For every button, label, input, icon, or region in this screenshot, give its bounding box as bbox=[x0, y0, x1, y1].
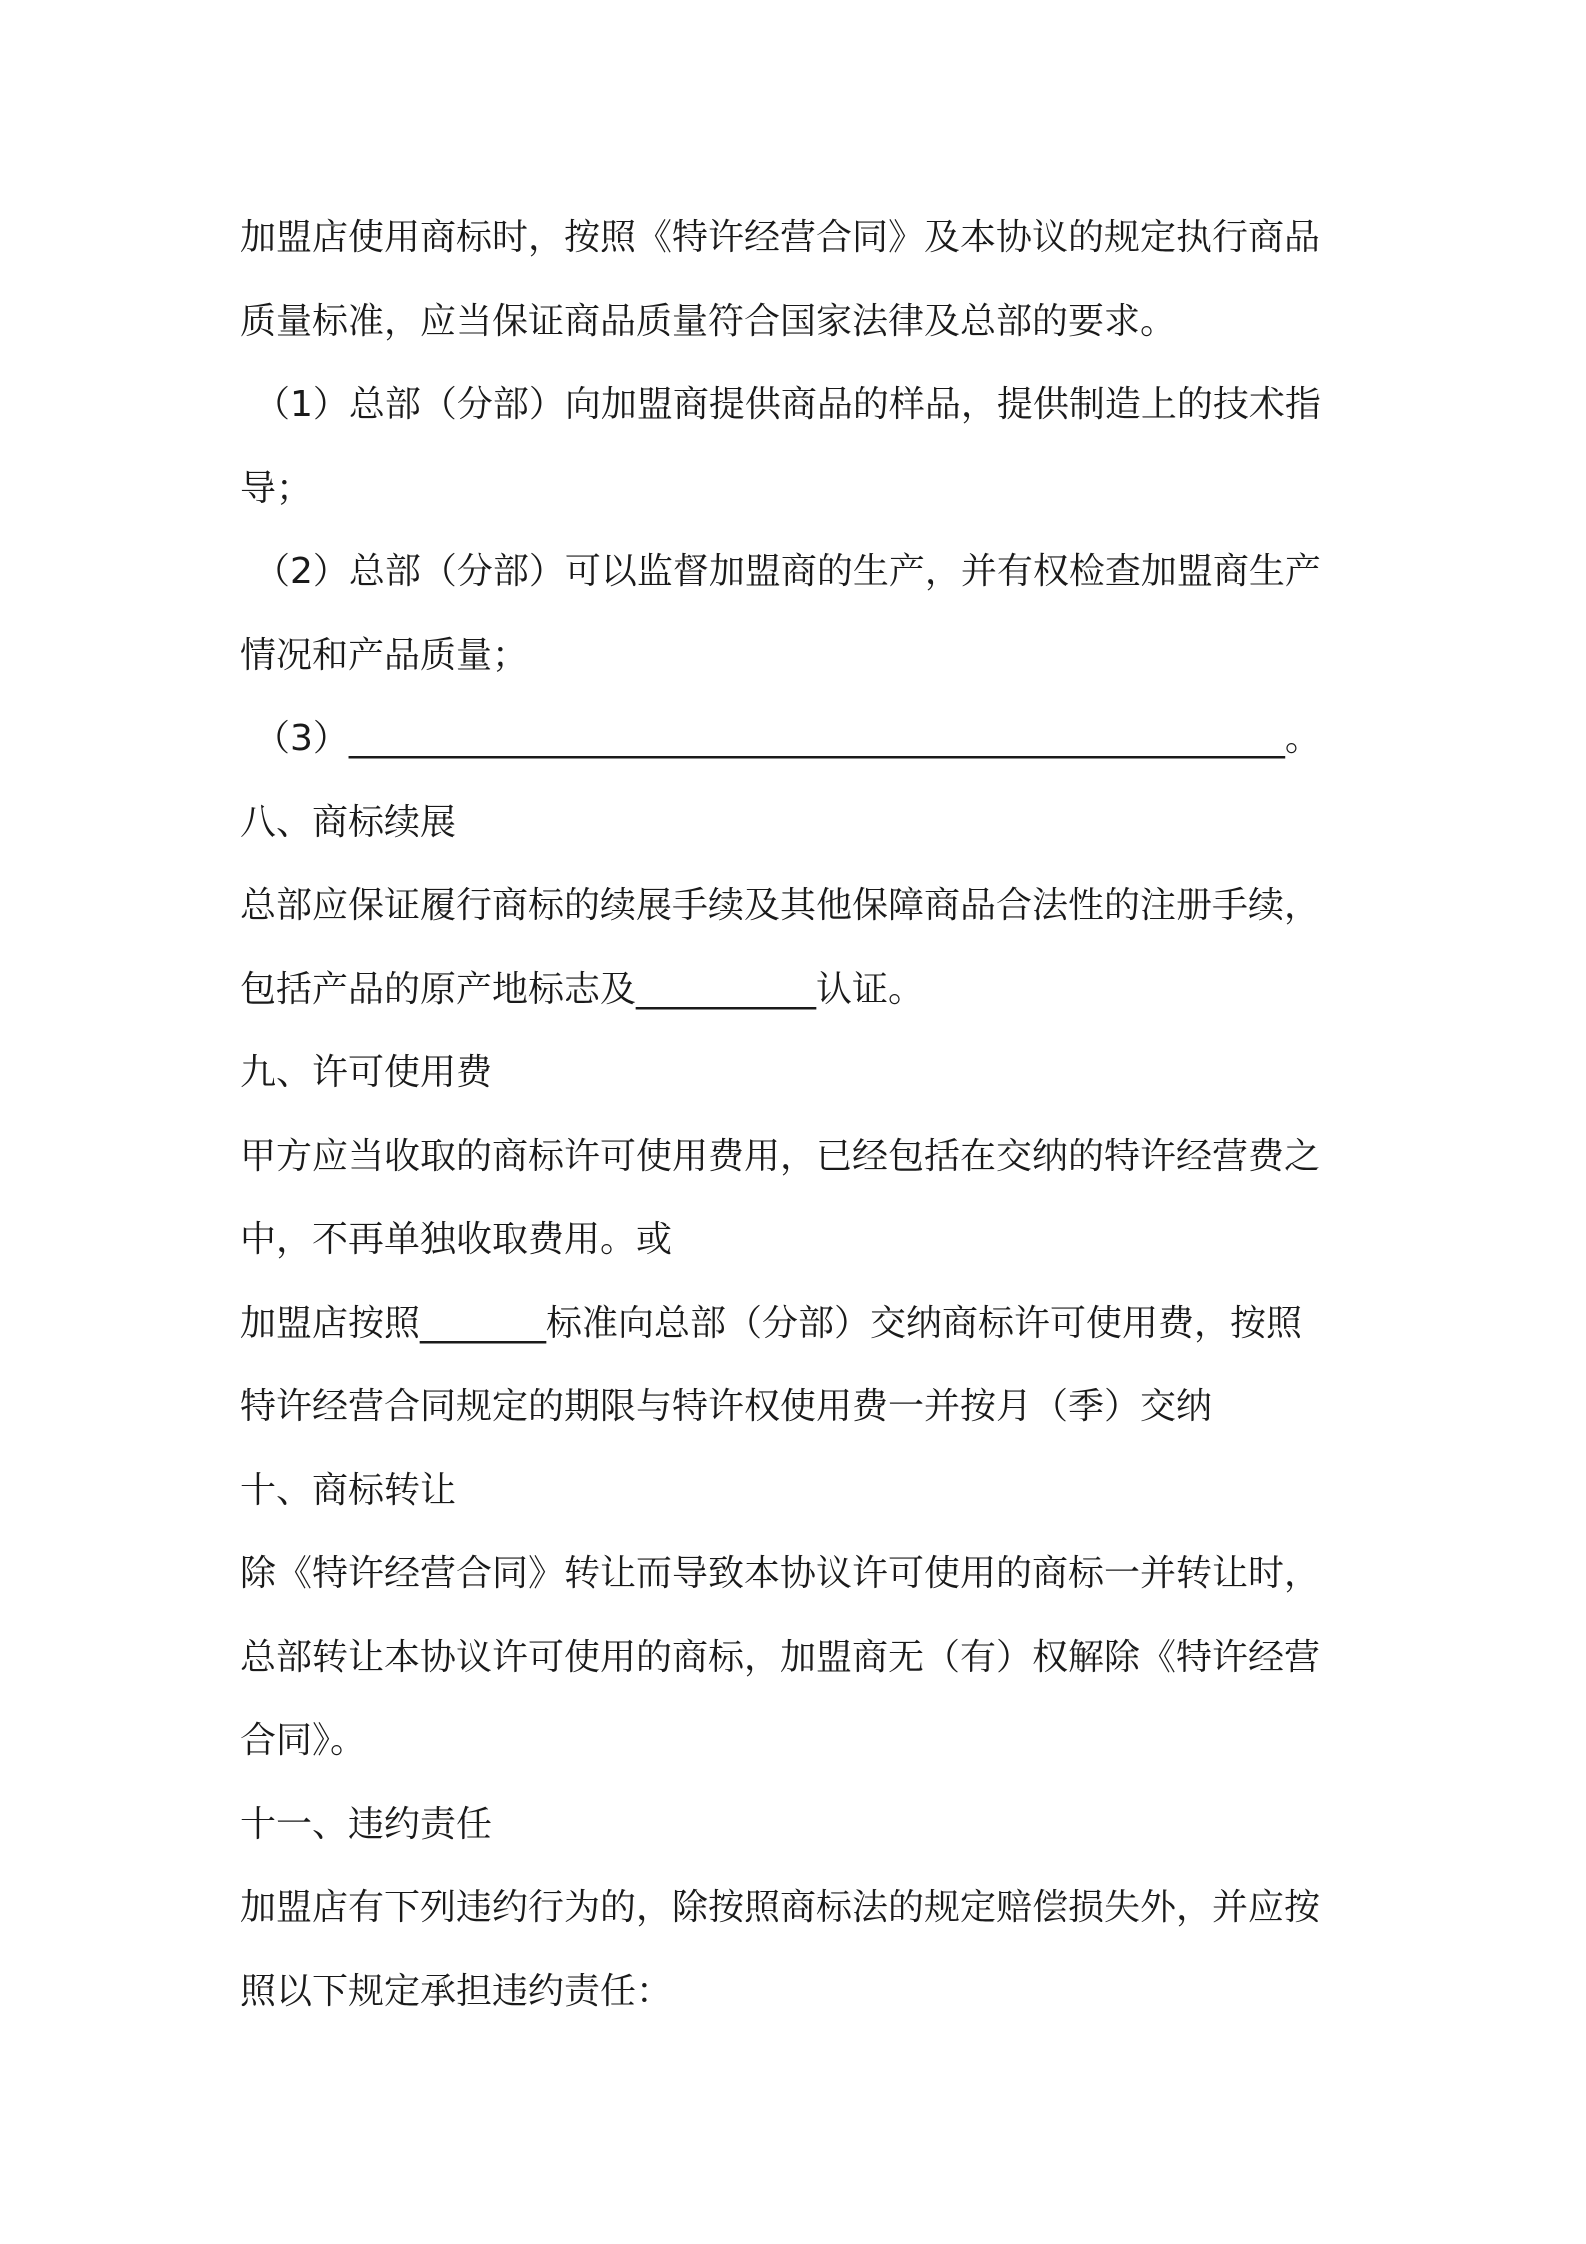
paragraph-line: 中，不再单独收取费用。或 bbox=[240, 1219, 673, 1260]
paragraph-line: 加盟店有下列违约行为的，除按照商标法的规定赔偿损失外，并应按 bbox=[240, 1887, 1321, 1928]
list-item-3-line: （3）____________________________________________________。 bbox=[254, 718, 1321, 759]
paragraph-line: 除《特许经营合同》转让而导致本协议许可使用的商标一并转让时， bbox=[240, 1553, 1321, 1594]
list-item-2-line: （2）总部（分部）可以监督加盟商的生产，并有权检查加盟商生产 bbox=[254, 551, 1321, 592]
paragraph-line: 导； bbox=[240, 467, 313, 509]
paragraph-line: 合同》。 bbox=[240, 1720, 367, 1761]
section-heading-8: 八、商标续展 bbox=[240, 801, 457, 843]
paragraph-line: 情况和产品质量； bbox=[240, 634, 529, 676]
paragraph-line: 加盟店按照_______标准向总部（分部）交纳商标许可使用费，按照 bbox=[240, 1302, 1303, 1344]
paragraph-line: 包括产品的原产地标志及__________认证。 bbox=[240, 968, 925, 1010]
list-item-1-line: （1）总部（分部）向加盟商提供商品的样品，提供制造上的技术指 bbox=[254, 384, 1321, 425]
paragraph-line: 特许经营合同规定的期限与特许权使用费一并按月（季）交纳 bbox=[240, 1386, 1213, 1427]
paragraph-line: 总部转让本协议许可使用的商标，加盟商无（有）权解除《特许经营 bbox=[240, 1636, 1321, 1678]
paragraph-line: 照以下规定承担违约责任： bbox=[240, 1970, 673, 2012]
section-heading-9: 九、许可使用费 bbox=[240, 1052, 493, 1093]
paragraph-line: 总部应保证履行商标的续展手续及其他保障商品合法性的注册手续， bbox=[240, 885, 1321, 926]
paragraph-line: 甲方应当收取的商标许可使用费用，已经包括在交纳的特许经营费之 bbox=[240, 1135, 1321, 1177]
paragraph-line: 加盟店使用商标时，按照《特许经营合同》及本协议的规定执行商品 bbox=[240, 217, 1321, 258]
document-body bbox=[240, 196, 1360, 2033]
section-heading-11: 十一、违约责任 bbox=[240, 1803, 493, 1845]
paragraph-line: 质量标准，应当保证商品质量符合国家法律及总部的要求。 bbox=[240, 300, 1177, 342]
section-heading-10: 十、商标转让 bbox=[240, 1469, 457, 1511]
